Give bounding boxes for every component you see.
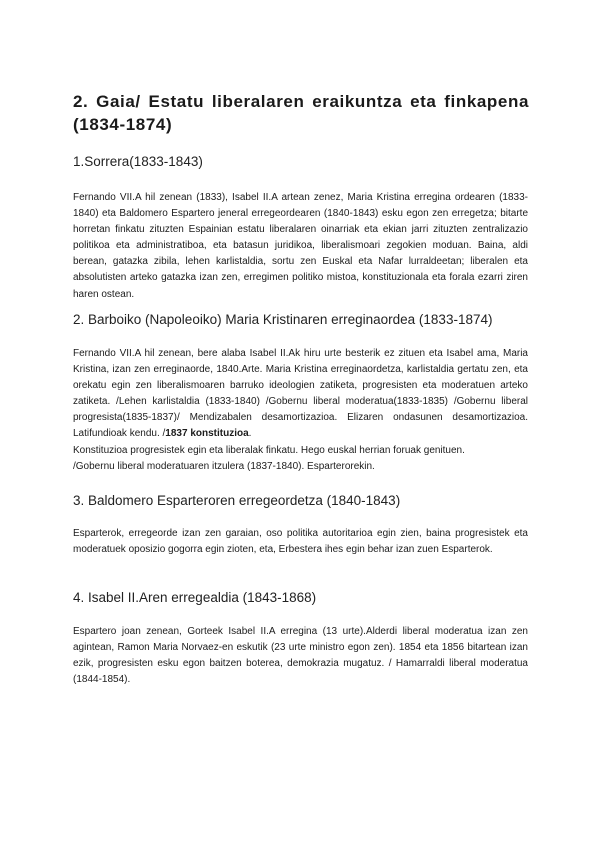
section-body-2-period: . bbox=[248, 428, 252, 440]
section-body-2-line-2: Konstituzioa progresistek egin eta liberalak finkatu. Hego euskal herrian foruak genituen. bbox=[73, 444, 465, 456]
section-body-2-line-3: /Gobernu liberal moderatuaren itzulera (1837-1840). Esparterorekin. bbox=[73, 460, 375, 472]
section-body-2-paragraph bbox=[73, 346, 528, 443]
section-heading-3: 3. Baldomero Esparteroren erregeordetza (1840-1843) bbox=[73, 493, 401, 508]
section-heading-4: 4. Isabel II.Aren erregealdia (1843-1868) bbox=[73, 590, 317, 605]
section-body-4: Espartero joan zenean, Gorteek Isabel II.A erregina (13 urte).Alderdi liberal moderatua izan zen agintean, Ramon Maria Norvaez-en eskutik (23 urte ministro egon zen). 1854 eta 1856 bitartean izan ezik, progresisten esku egon baitzen boterea, demokrazia mugatuz. / Hamarraldi liberal moderatua (1844-1854). bbox=[73, 626, 528, 686]
section-heading-2: 2. Barboiko (Napoleoiko) Maria Kristinaren erreginaordea (1833-1874) bbox=[73, 312, 493, 327]
section-heading-1: 1.Sorrera(1833-1843) bbox=[73, 154, 203, 169]
section-body-1: Fernando VII.A hil zenean (1833), Isabel II.A artean zenez, Maria Kristina erregina ordearen (1833-1840) eta Baldomero Espartero jeneral erregeordearen (1840-1843) esku egon zen erregetza; bitarte horretan finkatu zituzten Espainian estatu liberalaren oinarriak eta ekian jarri zituzten zentralizazio politikoa eta administratiboa, eta batasun juridikoa, liberalismoari zegokien moduan. Baina, aldi berean, gatazka zibila, lehen karlistaldia, sortu zen Euskal eta Nafar lurraldeetan; liberalen eta absolutisten arteko gatazka izan zen, erregimen politiko mistoa, konstituzionala eta forala ezarri ziren haren ostean. bbox=[73, 192, 528, 300]
section-body-2-text: Fernando VII.A hil zenean, bere alaba Isabel II.Ak hiru urte besterik ez zituen eta Isabel ama, Maria Kristina, izan zen erreginaorde, 1840.Arte. Maria Kristina erreginaordetza, karlistaldia gertatu zen, eta orekatu egin zen liberalismoaren barruko ideologien zatiketa, progresisten eta moderatuen arteko zatiketa. /Lehen karlistaldia (1833-1840) /Gobernu liberal moderatua(1833-1835) /Gobernu liberal progresista(1835-1837)/ Mendizabalen desamortizazioa. Elizaren ondasunen desamortizazioa. Latifundioak kendu. / bbox=[73, 348, 528, 440]
section-body-2 bbox=[73, 346, 528, 475]
section-body-3: Esparterok, erregeorde izan zen garaian, oso politika autoritarioa egin zien, baina progresistek eta moderatuek oposizio gogorra egin zioten, eta, Erbestera ihes egin behar izan zuen Esparterok. bbox=[73, 528, 528, 556]
document-title: 2. Gaia/ Estatu liberalaren eraikuntza eta finkapena (1834-1874) bbox=[73, 92, 529, 134]
constitution-1837-bold: 1837 konstituzioa bbox=[165, 428, 249, 440]
